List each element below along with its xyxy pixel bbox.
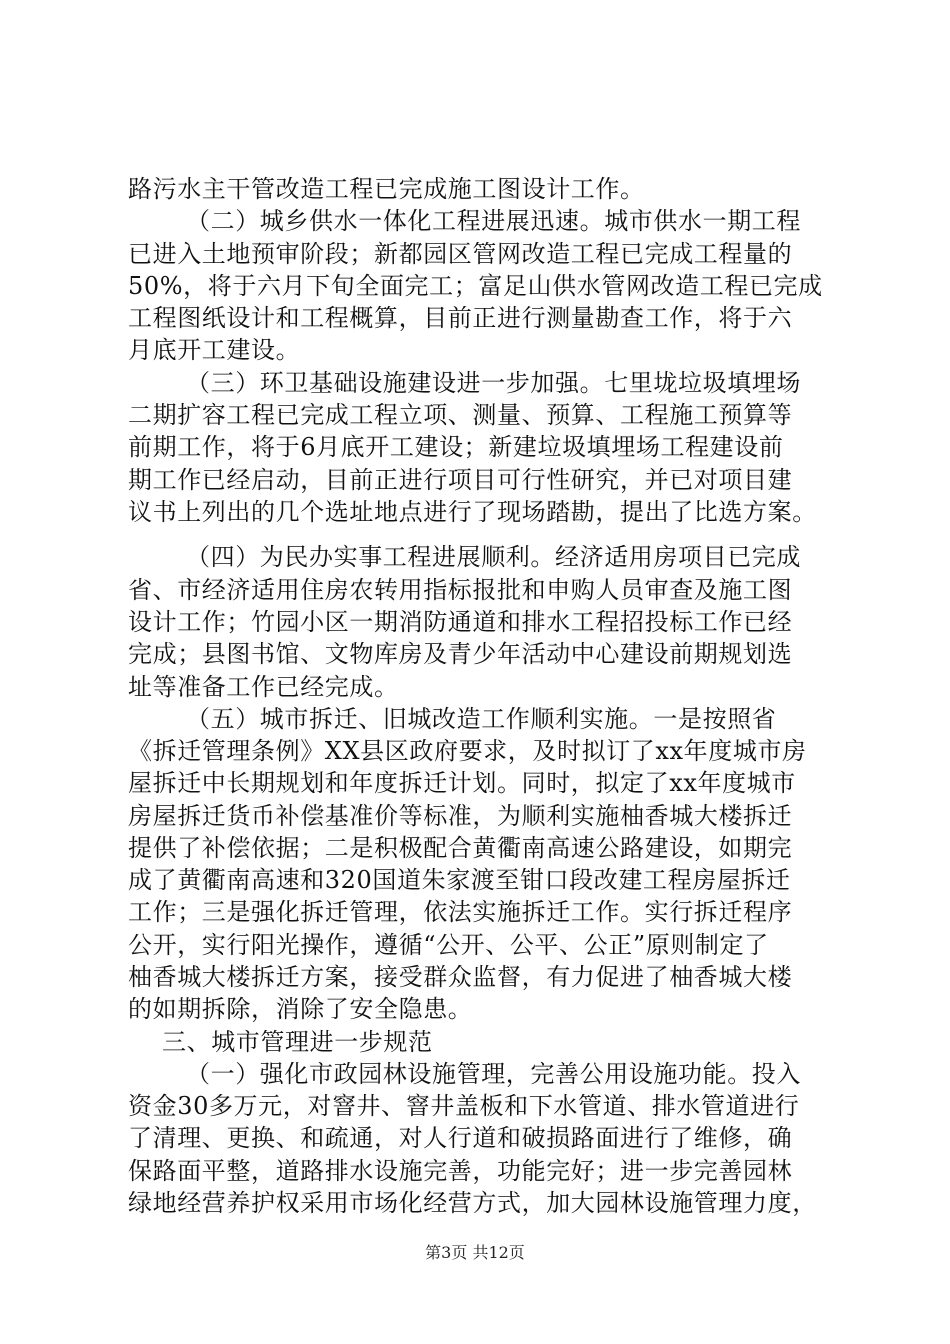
text-line: （一）强化市政园林设施管理，完善公用设施功能。投入 [186,1060,801,1088]
text-line: （四）为民办实事工程进展顺利。经济适用房项目已完成 [186,543,801,571]
text-line: 二期扩容工程已完成工程立项、测量、预算、工程施工预算等 [128,401,793,429]
text-line: 50%，将于六月下旬全面完工；富足山供水管网改造工程已完成 [128,272,823,300]
text-line: （五）城市拆迁、旧城改造工作顺利实施。一是按照省 [186,705,777,733]
text-line: 期工作已经启动，目前正进行项目可行性研究，并已对项目建 [128,466,793,494]
text-line: 保路面平整，道路排水设施完善，功能完好；进一步完善园林 [128,1157,793,1185]
text-line: 《拆迁管理条例》XX县区政府要求，及时拟订了xx年度城市房 [128,737,807,765]
text-line: 前期工作，将于6月底开工建设；新建垃圾填埋场工程建设前 [128,433,784,461]
text-line: 柚香城大楼拆迁方案，接受群众监督，有力促进了柚香城大楼 [128,963,793,991]
text-line: 成了黄衢南高速和320国道朱家渡至钳口段改建工程房屋拆迁 [128,866,791,894]
text-line: 了清理、更换、和疏通，对人行道和破损路面进行了维修，确 [128,1124,793,1152]
text-line: （二）城乡供水一体化工程进展迅速。城市供水一期工程 [186,207,801,235]
section-heading: 三、城市管理进一步规范 [162,1028,433,1056]
text-line: 完成；县图书馆、文物库房及青少年活动中心建设前期规划选 [128,640,793,668]
page-number: 第3页 共12页 [425,1243,525,1262]
text-line: （三）环卫基础设施建设进一步加强。七里垅垃圾填埋场 [186,369,801,397]
text-line: 已进入土地预审阶段；新都园区管网改造工程已完成工程量的 [128,240,793,268]
text-line: 工程图纸设计和工程概算，目前正进行测量勘查工作，将于六 [128,304,793,332]
text-line: 绿地经营养护权采用市场化经营方式，加大园林设施管理力度， [128,1189,817,1217]
text-line: 月底开工建设。 [128,336,301,364]
text-line: 房屋拆迁货币补偿基准价等标准，为顺利实施柚香城大楼拆迁 [128,802,793,830]
text-line: 设计工作；竹园小区一期消防通道和排水工程招投标工作已经 [128,608,793,636]
text-line: 公开，实行阳光操作，遵循“公开、公平、公正”原则制定了 [128,931,769,959]
text-line: 的如期拆除，消除了安全隐患。 [128,995,473,1023]
text-line: 提供了补偿依据；二是积极配合黄衢南高速公路建设，如期完 [128,834,793,862]
text-line: 工作；三是强化拆迁管理，依法实施拆迁工作。实行拆迁程序 [128,898,793,926]
text-line: 资金30多万元，对窨井、窨井盖板和下水管道、排水管道进行 [128,1092,800,1120]
text-line: 省、市经济适用住房农转用指标报批和申购人员审查及施工图 [128,576,793,604]
text-line: 址等准备工作已经完成。 [128,673,399,701]
text-line: 路污水主干管改造工程已完成施工图设计工作。 [128,175,645,203]
text-line: 议书上列出的几个选址地点进行了现场踏勘，提出了比选方案。 [128,498,817,526]
text-line: 屋拆迁中长期规划和年度拆迁计划。同时，拟定了xx年度城市 [128,769,796,797]
